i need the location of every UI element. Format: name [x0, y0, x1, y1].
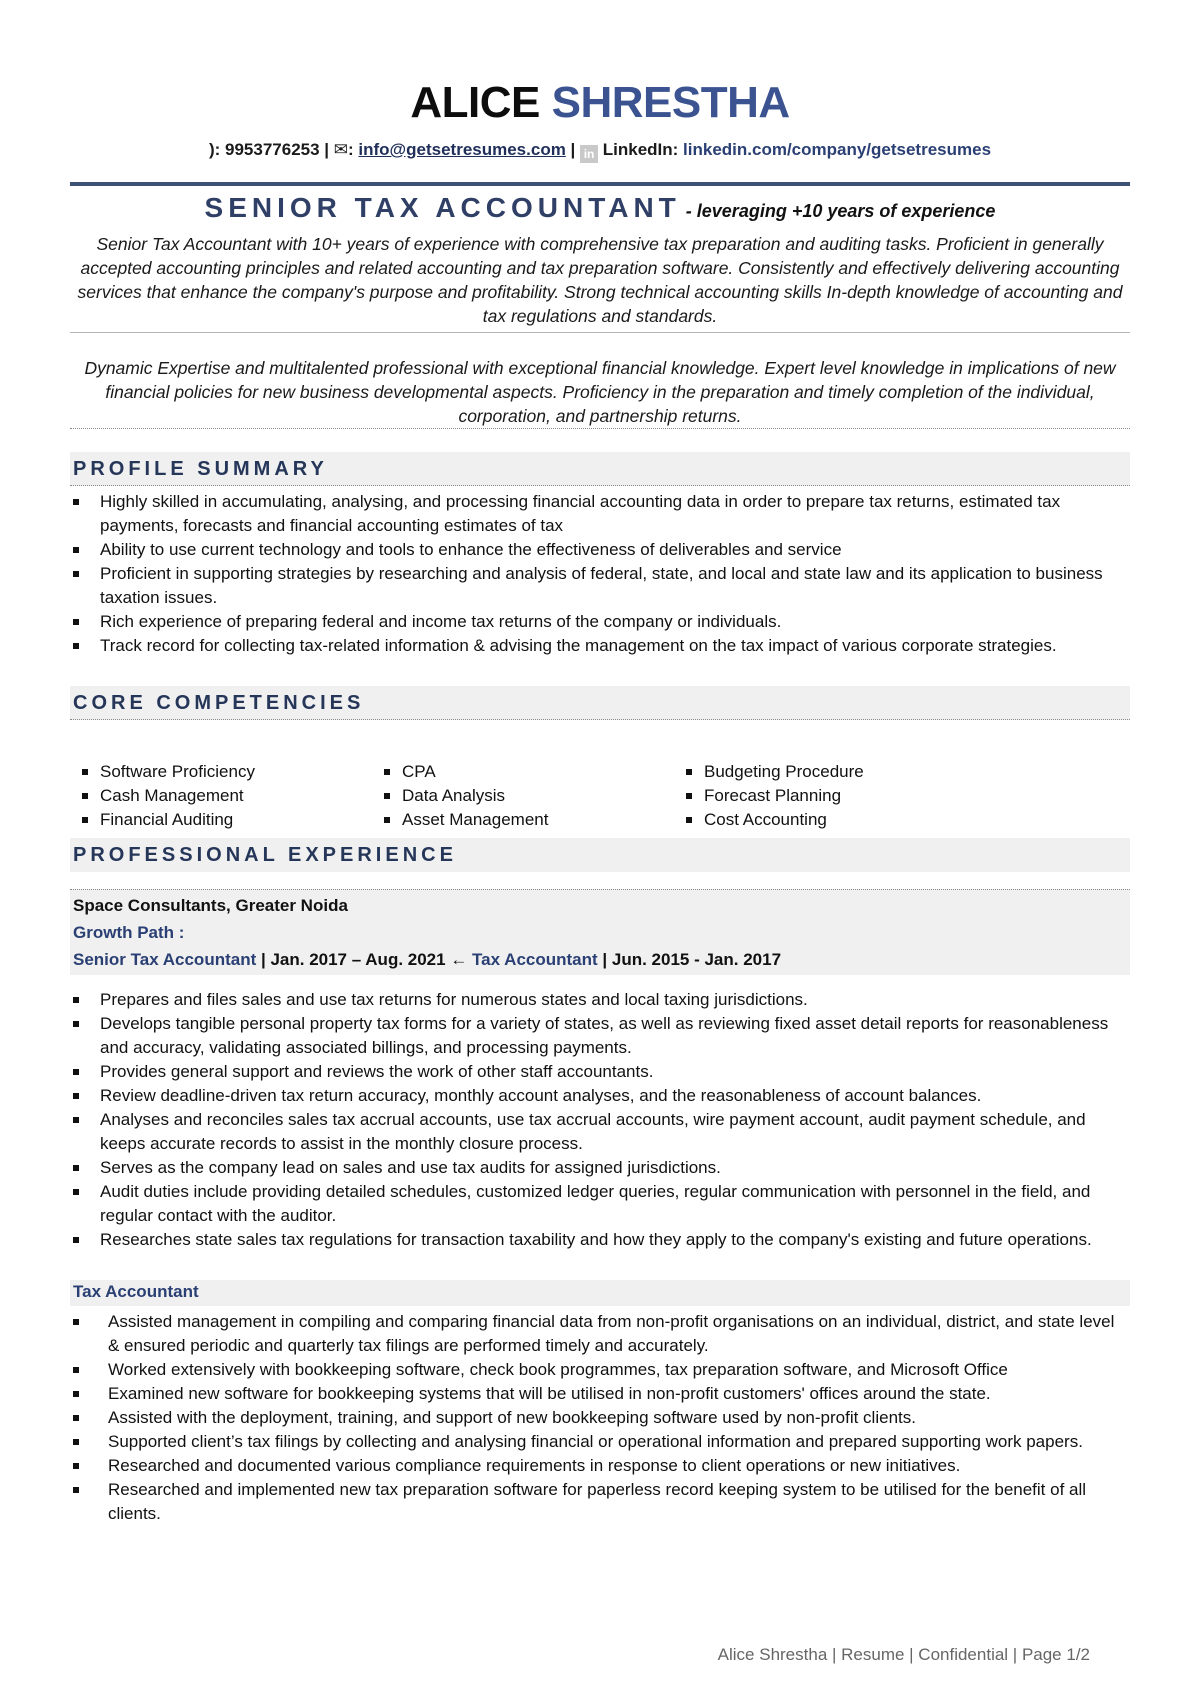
competency-item: Budgeting Procedure [674, 760, 864, 784]
competency-item: Financial Auditing [70, 808, 255, 832]
linkedin-icon: in [580, 145, 598, 163]
section-title: CORE COMPETENCIES [73, 692, 365, 714]
list-item: Worked extensively with bookkeeping software, check book programmes, tax preparation software, and Microsoft Office [70, 1358, 1130, 1382]
list-item: Analyses and reconciles sales tax accrual accounts, use tax accrual accounts, wire payment account, audit payment schedule, and keeps accurate records to assist in the monthly closure process. [70, 1108, 1130, 1156]
competency-item: Software Proficiency [70, 760, 255, 784]
list-item: Provides general support and reviews the work of other staff accountants. [70, 1060, 1130, 1084]
list-item: Assisted with the deployment, training, and support of new bookkeeping software used by non-profit clients. [70, 1406, 1130, 1430]
role-tax-dates: | Jun. 2015 - Jan. 2017 [597, 950, 782, 969]
list-item: Researches state sales tax regulations for transaction taxability and how they apply to the company's existing and future operations. [70, 1228, 1130, 1252]
headline [70, 192, 1130, 224]
profile-summary-list [70, 490, 1130, 658]
header-divider [70, 182, 1130, 186]
last-name: SHRESTHA [551, 78, 790, 127]
list-item: Supported client’s tax filings by collecting and analysing financial or operational information and prepared supporting work papers. [70, 1430, 1130, 1454]
separator: | [565, 140, 581, 159]
sub-role-header [70, 1280, 1130, 1306]
role-senior: Senior Tax Accountant [73, 950, 257, 969]
competencies-column-3 [674, 760, 864, 832]
job-title: SENIOR TAX ACCOUNTANT [204, 192, 681, 223]
section-title: PROFILE SUMMARY [73, 458, 328, 480]
sub-role-title: Tax Accountant [73, 1282, 199, 1301]
list-item: Audit duties include providing detailed schedules, customized ledger queries, regular communication with personnel in the field, and regular contact with the auditor. [70, 1180, 1130, 1228]
page-footer: Alice Shrestha | Resume | Confidential | Page 1/2 [717, 1645, 1090, 1664]
list-item: Prepares and files sales and use tax returns for numerous states and local taxing jurisdictions. [70, 988, 1130, 1012]
headline-tagline: - leveraging +10 years of experience [680, 201, 996, 221]
competency-item: Cash Management [70, 784, 255, 808]
intro-paragraph-2: Dynamic Expertise and multitalented professional with exceptional financial knowledge. Expert level knowledge in implications of new financial policies for new business developmental aspects. Proficiency in the preparation and timely completion of the individual, corporation, and partnership returns. [84, 358, 1116, 426]
list-item: Proficient in supporting strategies by researching and analysis of federal, state, and local and state law and its application to business taxation issues. [70, 562, 1130, 610]
role-senior-dates: | Jan. 2017 – Aug. 2021 ← [256, 950, 473, 969]
list-item: Assisted management in compiling and comparing financial data from non-profit organisations on an individual, district, and state level & ensured periodic and quarterly tax filings are performed timely and accurately. [70, 1310, 1130, 1358]
email-label: : [348, 140, 359, 159]
competency-item: Forecast Planning [674, 784, 864, 808]
intro-divider [70, 332, 1130, 333]
competency-item: Data Analysis [372, 784, 548, 808]
section-title: PROFESSIONAL EXPERIENCE [73, 844, 457, 866]
company-name: Space Consultants, Greater Noida [73, 896, 348, 915]
competency-item: CPA [372, 760, 548, 784]
phone-number: 9953776253 [225, 140, 320, 159]
section-header-core-competencies [70, 686, 1130, 720]
list-item: Researched and documented various compliance requirements in response to client operations or new initiatives. [70, 1454, 1130, 1478]
section-header-profile-summary [70, 452, 1130, 486]
intro-paragraph-1: Senior Tax Accountant with 10+ years of experience with comprehensive tax preparation and auditing tasks. Proficient in generally accepted accounting principles and related accounting and tax preparation software. Consistently and effectively delivering accounting services that enhance the company's purpose and profitability. Strong technical accounting skills In-depth knowledge of accounting and tax regulations and standards. [77, 234, 1123, 326]
list-item: Rich experience of preparing federal and income tax returns of the company or individuals. [70, 610, 1130, 634]
separator: | [319, 140, 334, 159]
contact-line [70, 140, 1130, 163]
intro-divider-dotted [70, 428, 1130, 429]
first-name: ALICE [410, 78, 540, 127]
email-link[interactable]: info@getsetresumes.com [358, 140, 566, 159]
linkedin-link[interactable]: linkedin.com/company/getsetresumes [683, 140, 992, 159]
tax-role-duties [70, 1310, 1130, 1526]
list-item: Highly skilled in accumulating, analysing, and processing financial accounting data in order to prepare tax returns, estimated tax payments, forecasts and financial accounting estimates of tax [70, 490, 1130, 538]
candidate-name [70, 78, 1130, 128]
section-header-professional-experience [70, 838, 1130, 872]
list-item: Researched and implemented new tax preparation software for paperless record keeping system to be utilised for the benefit of all clients. [70, 1478, 1130, 1526]
list-item: Develops tangible personal property tax forms for a variety of states, as well as reviewing fixed asset detail reports for reasonableness and accuracy, validating associated billings, and processing payments. [70, 1012, 1130, 1060]
competencies-column-1 [70, 760, 255, 832]
experience-header [70, 889, 1130, 975]
list-item: Serves as the company lead on sales and use tax audits for assigned jurisdictions. [70, 1156, 1130, 1180]
competency-item: Cost Accounting [674, 808, 864, 832]
competencies-column-2 [372, 760, 548, 832]
linkedin-label: LinkedIn: [598, 140, 684, 159]
list-item: Ability to use current technology and tools to enhance the effectiveness of deliverables and service [70, 538, 1130, 562]
list-item: Examined new software for bookkeeping systems that will be utilised in non-profit customers' offices around the state. [70, 1382, 1130, 1406]
list-item: Review deadline-driven tax return accuracy, monthly account analyses, and the reasonableness of account balances. [70, 1084, 1130, 1108]
envelope-icon: ✉ [333, 140, 349, 159]
list-item: Track record for collecting tax-related information & advising the management on the tax impact of various corporate strategies. [70, 634, 1130, 658]
role-tax: Tax Accountant [472, 950, 598, 969]
growth-path-label: Growth Path : [73, 923, 185, 942]
senior-role-duties [70, 988, 1130, 1252]
competency-item: Asset Management [372, 808, 548, 832]
phone-label: ): [208, 140, 226, 159]
growth-path [73, 950, 781, 970]
